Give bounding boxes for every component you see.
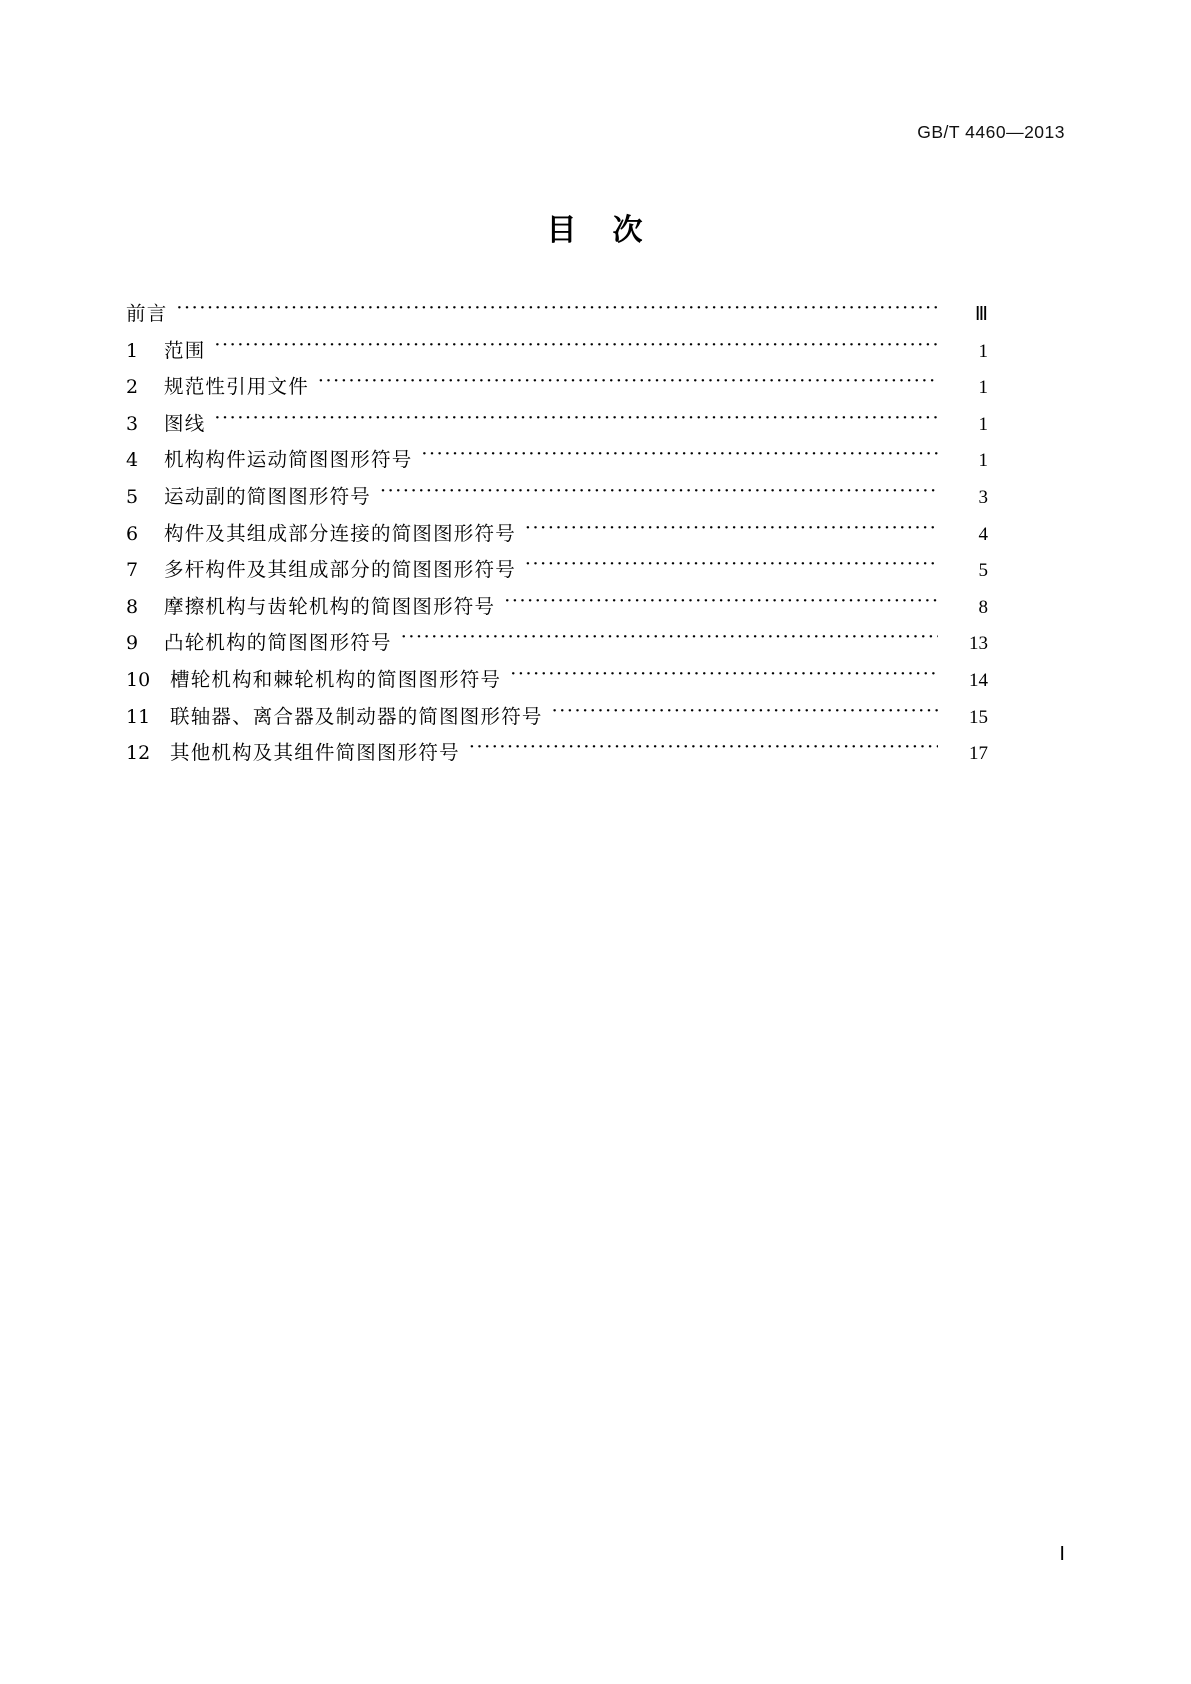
toc-entry-page: 13 <box>969 633 988 655</box>
toc-leader-dots <box>421 446 938 466</box>
toc-entry-number: 11 <box>126 705 151 728</box>
toc-entry-number: 3 <box>126 412 139 435</box>
toc-entry-number: 7 <box>126 559 139 582</box>
toc-leader-dots <box>525 520 938 540</box>
toc-entry-number: 5 <box>126 485 139 508</box>
toc-leader-dots <box>401 629 938 649</box>
toc-leader-dots <box>469 739 938 759</box>
toc-entry-page: 8 <box>978 596 988 618</box>
toc-entry-1[interactable] <box>126 335 988 372</box>
toc-entry-page: 1 <box>978 450 988 472</box>
toc-entry-page: 14 <box>969 669 988 691</box>
toc-entry-label: 槽轮机构和棘轮机构的简图图形符号 <box>170 667 502 691</box>
toc-entry-label: 范围 <box>164 338 206 362</box>
toc-entry-5[interactable] <box>126 481 988 518</box>
toc-entry-2[interactable] <box>126 371 988 408</box>
toc-entry-9[interactable] <box>126 627 988 664</box>
toc-entry-page: 3 <box>978 486 988 508</box>
toc-entry-label: 运动副的简图图形符号 <box>164 484 372 508</box>
toc-entry-page: 1 <box>978 377 988 399</box>
standard-number: GB/T 4460—2013 <box>917 122 1065 142</box>
toc-leader-dots <box>525 556 938 576</box>
toc-entry-label: 构件及其组成部分连接的简图图形符号 <box>164 521 516 545</box>
toc-leader-dots <box>504 593 938 613</box>
toc-entry-label: 其他机构及其组件简图图形符号 <box>170 741 460 765</box>
toc-entry-label: 联轴器、离合器及制动器的简图图形符号 <box>170 704 543 728</box>
toc-entry-number: 6 <box>126 522 139 545</box>
toc-entry-label: 凸轮机构的简图图形符号 <box>164 631 392 655</box>
toc-entry-6[interactable] <box>126 518 988 555</box>
table-of-contents <box>126 298 988 774</box>
toc-leader-dots <box>552 703 938 723</box>
toc-entry-number: 9 <box>126 632 139 655</box>
toc-leader-dots <box>318 373 938 393</box>
toc-entry-label: 前言 <box>126 302 168 325</box>
toc-entry-page: 4 <box>978 523 988 545</box>
page-number: Ⅰ <box>1059 1544 1065 1565</box>
toc-entry-page: 1 <box>978 413 988 435</box>
toc-entry-number: 2 <box>126 376 139 399</box>
toc-leader-dots <box>176 300 938 320</box>
toc-entry-number: 4 <box>126 449 139 472</box>
toc-entry-11[interactable] <box>126 701 988 738</box>
page-title-right: 次 <box>612 213 645 248</box>
toc-entry-page: 15 <box>969 706 988 728</box>
toc-entry-page: 17 <box>969 743 988 765</box>
page-title-left: 目 <box>546 213 579 248</box>
toc-entry-number: 8 <box>126 595 139 618</box>
toc-leader-dots <box>214 410 938 430</box>
toc-entry-label: 规范性引用文件 <box>164 375 309 399</box>
toc-entry-page: 1 <box>978 340 988 362</box>
toc-entry-4[interactable] <box>126 444 988 481</box>
toc-entry-3[interactable] <box>126 408 988 445</box>
toc-entry-12[interactable] <box>126 737 988 774</box>
toc-entry-7[interactable] <box>126 554 988 591</box>
toc-leader-dots <box>214 337 938 357</box>
toc-entry-label: 机构构件运动简图图形符号 <box>164 448 413 472</box>
toc-entry-preface[interactable] <box>126 298 988 335</box>
toc-leader-dots <box>380 483 938 503</box>
page-title <box>0 205 1191 249</box>
toc-entry-number: 1 <box>126 339 139 362</box>
toc-entry-8[interactable] <box>126 591 988 628</box>
toc-entry-label: 图线 <box>164 411 206 435</box>
toc-entry-label: 多杆构件及其组成部分的简图图形符号 <box>164 558 516 582</box>
toc-leader-dots <box>510 666 938 686</box>
toc-entry-number: 12 <box>126 742 151 765</box>
toc-entry-label: 摩擦机构与齿轮机构的简图图形符号 <box>164 594 496 618</box>
toc-entry-10[interactable] <box>126 664 988 701</box>
toc-entry-page: 5 <box>978 560 988 582</box>
toc-entry-page: Ⅲ <box>974 304 988 325</box>
toc-entry-number: 10 <box>126 668 151 691</box>
